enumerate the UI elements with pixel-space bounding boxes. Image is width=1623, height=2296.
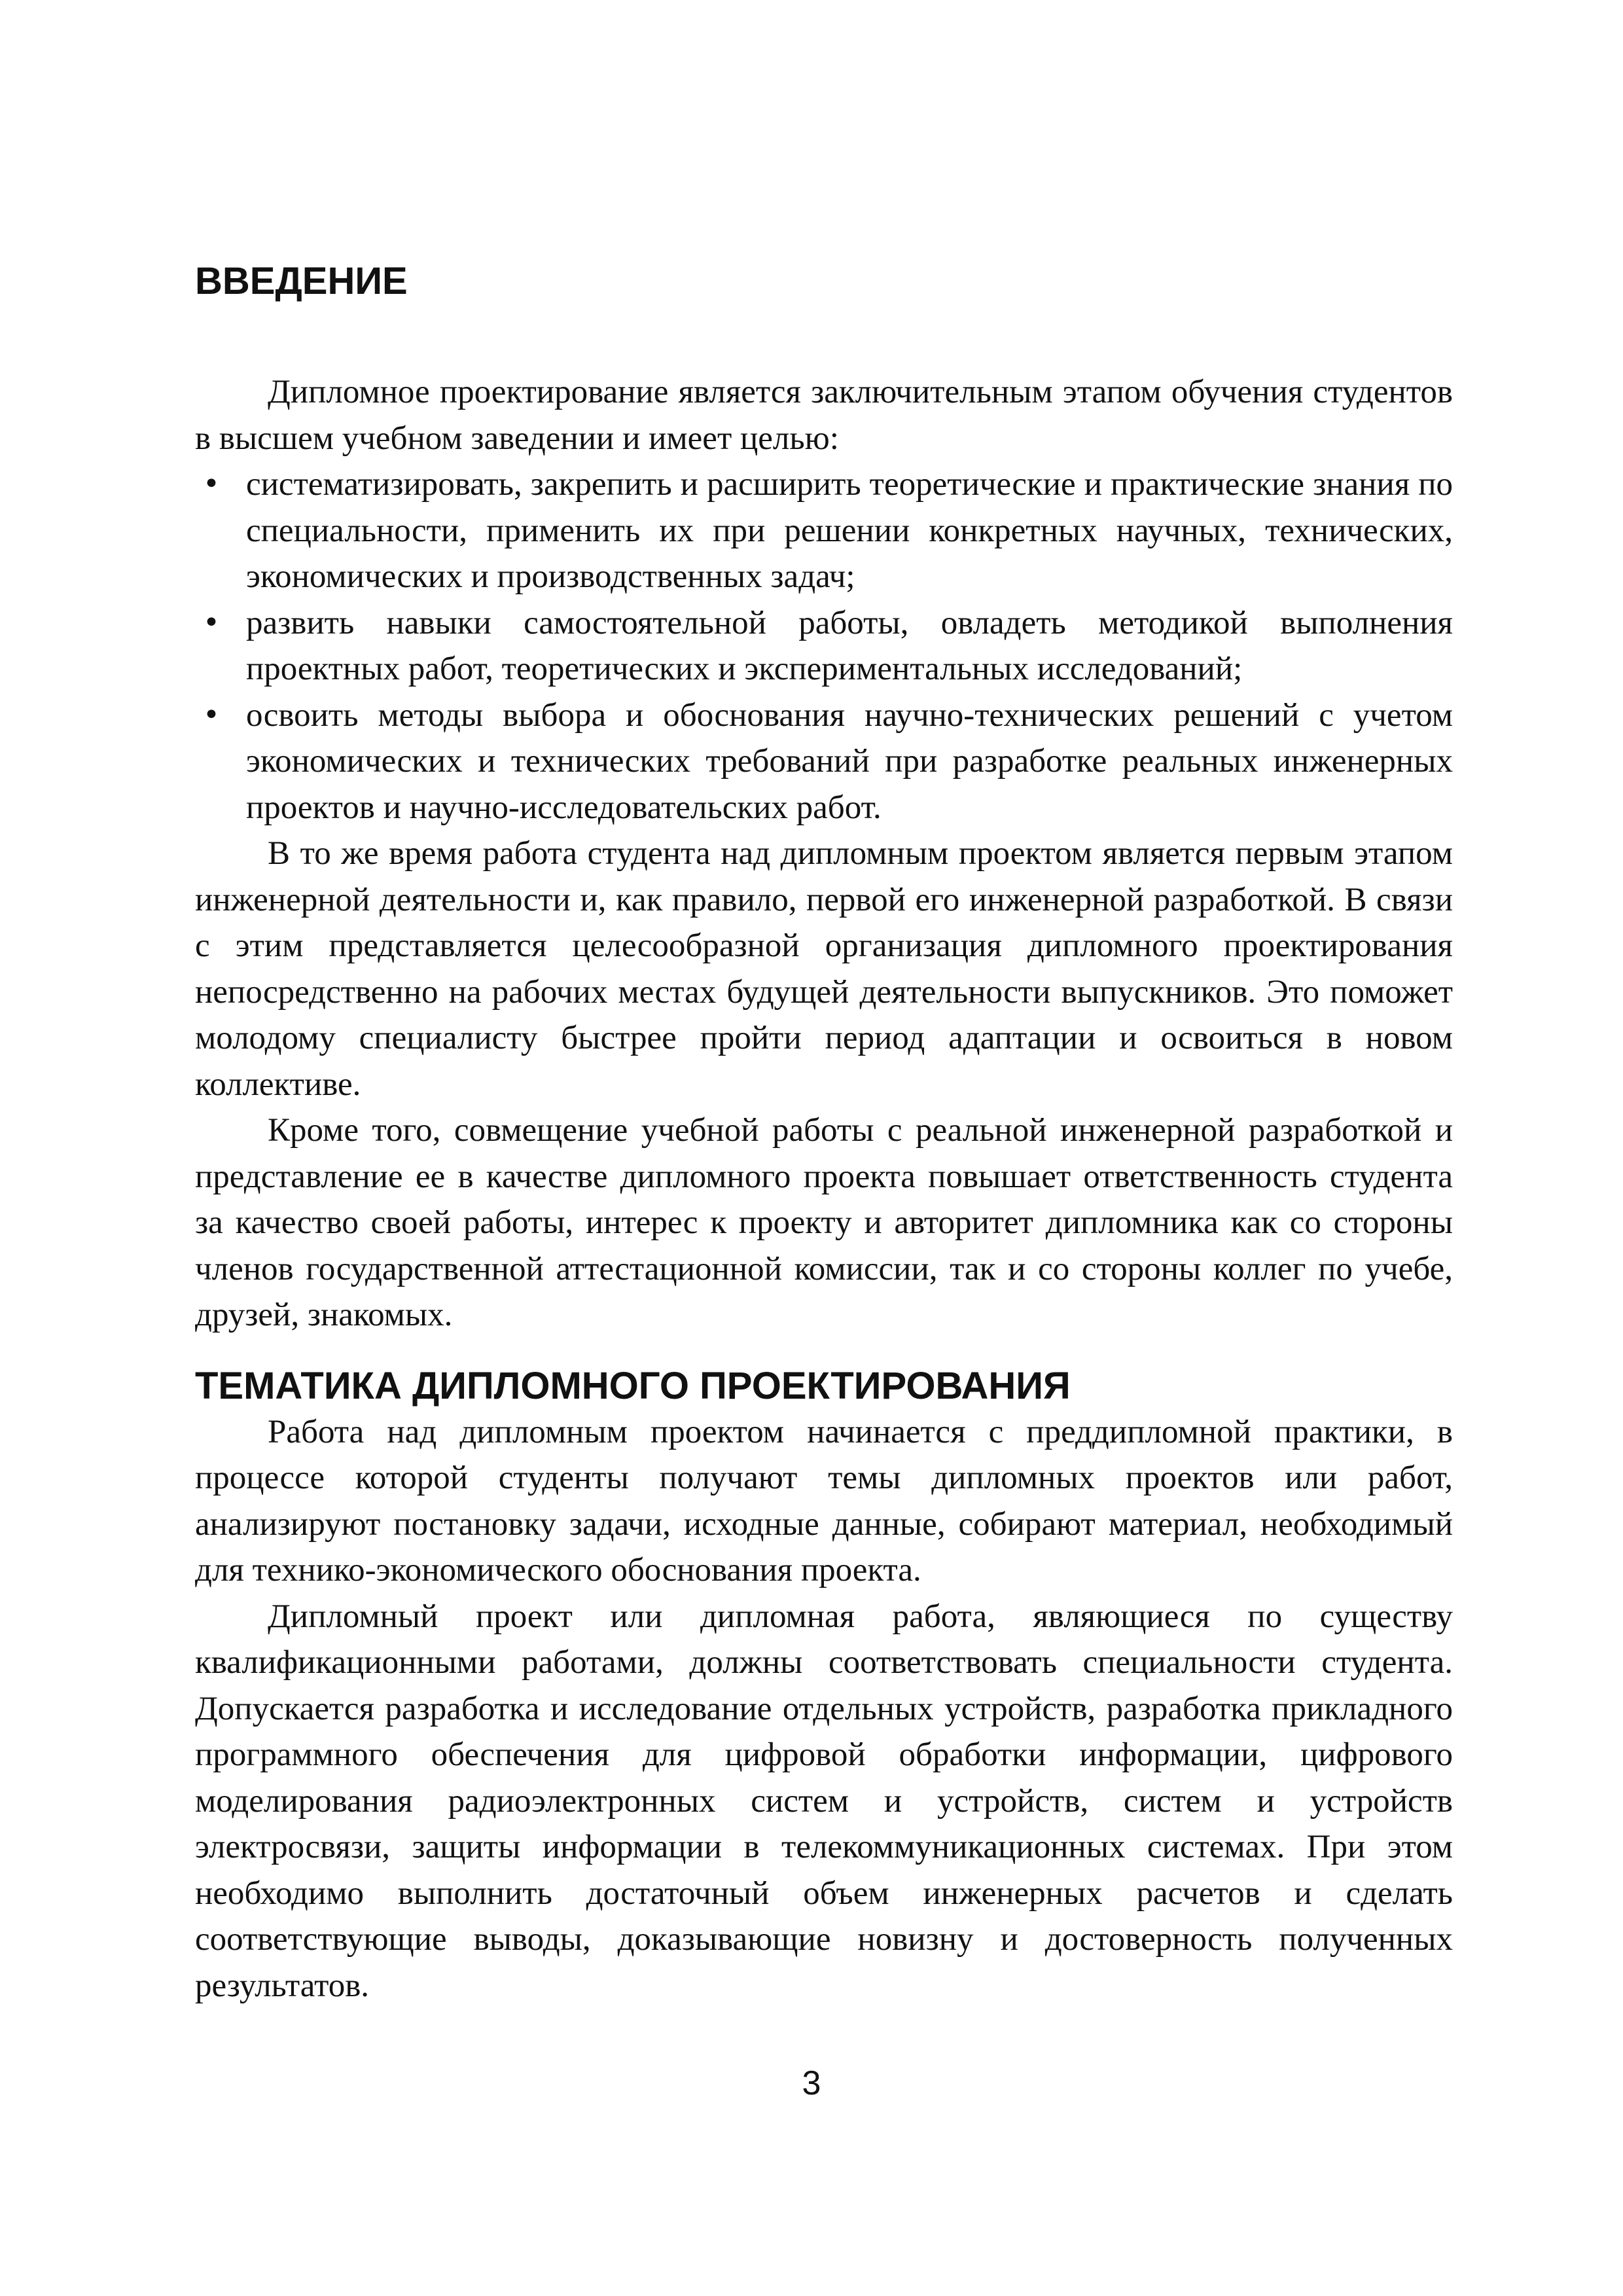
bullet-icon: • bbox=[203, 605, 220, 639]
list-item-text: систематизировать, закрепить и расширить теоретические и практические знания по специальности, применить их при решении конкретных научных, технических, экономических и производственных задач; bbox=[246, 466, 1453, 595]
list-item bbox=[195, 461, 1453, 600]
list-item-text: освоить методы выбора и обоснования научно-технических решений с учетом экономических и технических требований при разработке реальных инженерных проектов и научно-исследовательских работ. bbox=[246, 696, 1453, 826]
list-item bbox=[195, 600, 1453, 692]
list-item bbox=[195, 692, 1453, 831]
bullet-icon: • bbox=[203, 467, 220, 501]
intro-paragraph: Дипломное проектирование является заключительным этапом обучения студентов в высшем учебном заведении и имеет целью: bbox=[195, 374, 1453, 457]
body-paragraph: Кроме того, совмещение учебной работы с реальной инженерной разработкой и представление ее в качестве дипломного проекта повышает ответственность студента за качество своей работы, интерес к проекту и авторитет дипломника как со стороны членов государственной аттестационной комиссии, так и со стороны коллег по учебе, друзей, знакомых. bbox=[195, 1112, 1453, 1333]
list-item-text: развить навыки самостоятельной работы, овладеть методикой выполнения проектных работ, теоретических и экспериментальных исследований; bbox=[246, 604, 1453, 687]
page-number: 3 bbox=[802, 2064, 821, 2102]
body-paragraph: Дипломный проект или дипломная работа, являющиеся по существу квалификационными работами, должны соответствовать специальности студента. Допускается разработка и исследование отдельных устройств, разработка прикладного программного обеспечения для цифровой обработки информации, цифрового моделирования радиоэлектронных систем и устройств, систем и устройств электросвязи, защиты информации в телекоммуникационных системах. При этом необходимо выполнить достаточный объем инженерных расчетов и сделать соответствующие выводы, доказывающие новизну и достоверность полученных результатов. bbox=[195, 1598, 1453, 2004]
goals-list bbox=[195, 461, 1453, 831]
body-paragraph: Работа над дипломным проектом начинается с преддипломной практики, в процессе которой студенты получают темы дипломных проектов или работ, анализируют постановку задачи, исходные данные, собирают материал, необходимый для технико-экономического обоснования проекта. bbox=[195, 1413, 1453, 1588]
section-title-introduction: ВВЕДЕНИЕ bbox=[195, 260, 408, 302]
section-title-topics: ТЕМАТИКА ДИПЛОМНОГО ПРОЕКТИРОВАНИЯ bbox=[195, 1364, 1071, 1407]
document-page bbox=[195, 259, 1453, 2009]
bullet-icon: • bbox=[203, 698, 220, 732]
body-paragraph: В то же время работа студента над дипломным проектом является первым этапом инженерной деятельности и, как правило, первой его инженерной разработкой. В связи с этим представляется целесообразной организация дипломного проектирования непосредственно на рабочих местах будущей деятельности выпускников. Это поможет молодому специалисту быстрее пройти период адаптации и освоиться в новом коллективе. bbox=[195, 835, 1453, 1103]
